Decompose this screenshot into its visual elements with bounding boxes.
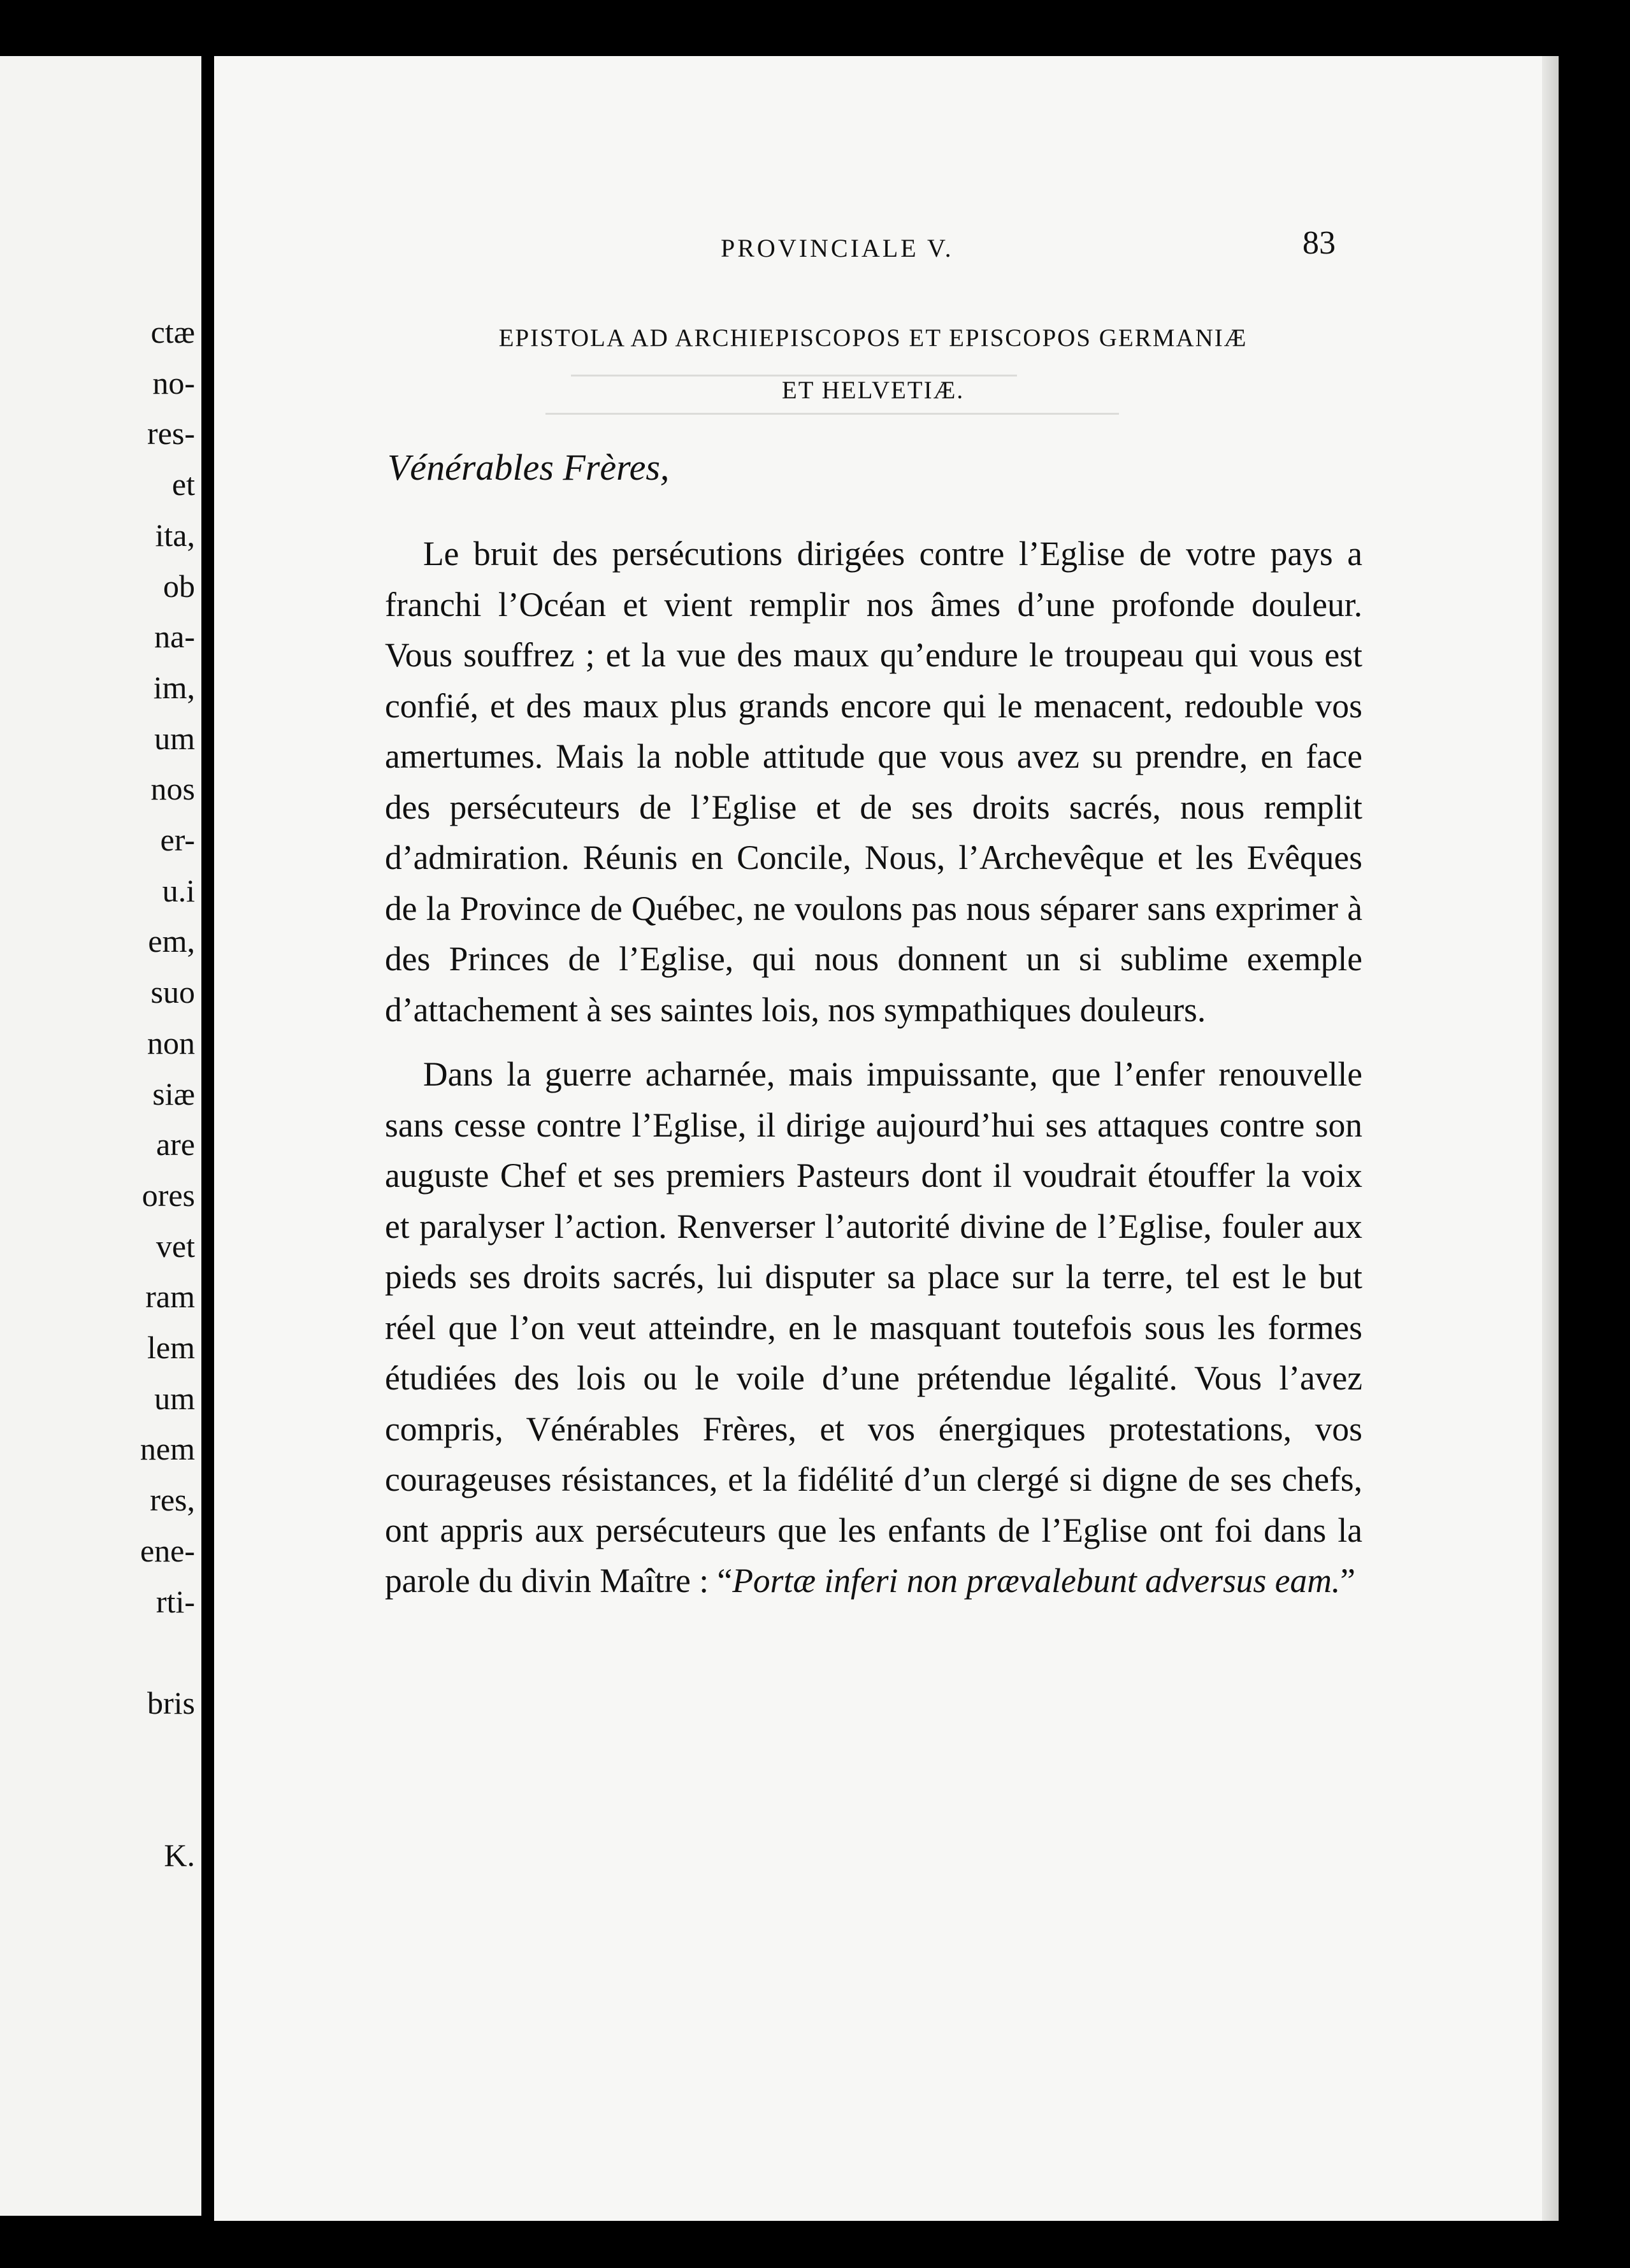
- paragraph-1: Le bruit des persécutions dirigées contre l’Eglise de votre pays a franchi l’Océan et vient remplir nos âmes d’une profonde douleur. Vous souffrez ; et la vue des maux qu’endure le troupeau qui vous est confié, et des maux plus grands encore qui le menacent, redouble vos amertumes. Mais la noble attitude que vous avez su prendre, en face des persécuteurs de l’Eglise et de ses droits sacrés, nous remplit d’admiration. Réunis en Concile, Nous, l’Archevêque et les Evêques de la Province de Québec, ne voulons pas nous séparer sans exprimer à des Princes de l’Eglise, qui nous donnent un si sublime exemple d’attachement à ses saintes lois, nos sympathiques douleurs.: [385, 535, 1362, 1029]
- epistle-title-line1: EPISTOLA AD ARCHIEPISCOPOS ET EPISCOPOS GERMANIÆ: [498, 324, 1248, 352]
- quote-close: ”: [1340, 1561, 1356, 1600]
- epistle-title: [376, 312, 1370, 417]
- facing-page-line: K.: [164, 1837, 195, 1873]
- facing-page-line: siæ: [152, 1075, 195, 1112]
- facing-page-line: nos: [150, 771, 195, 807]
- facing-page-line: ctæ: [150, 314, 195, 350]
- facing-page-line: lem: [147, 1330, 195, 1365]
- paragraph-2: [385, 1049, 1362, 1607]
- page-number: 83: [1302, 225, 1336, 261]
- facing-page-line: ob: [163, 568, 195, 604]
- paragraph-2-text: Dans la guerre acharnée, mais impuissante, que l’enfer renouvelle sans cesse contre l’Eglise, il dirige aujourd’hui ses attaques contre son auguste Chef et ses premiers Pasteurs dont il voudrait étouffer la voix et paralyser l’action. Renverser l’autorité divine de l’Eglise, fouler aux pieds ses droits sacrés, lui disputer sa place sur la terre, tel est le but réel que l’on veut atteindre, en le masquant toutefois sous les formes étudiées des lois ou le voile d’une prétendue légalité. Vous l’avez compris, Vénérables Frères, et vos énergiques protestations, vos courageuses résistances, et la fidélité d’un clergé si digne de ses chefs, ont appris aux persécuteurs que les enfants de l’Eglise ont foi dans la parole du divin Maître : “: [385, 1055, 1362, 1600]
- book-page: [214, 56, 1559, 2221]
- facing-page-line: ene-: [140, 1532, 195, 1568]
- facing-page-line: im,: [153, 669, 195, 705]
- salutation: Vénérables Frères,: [387, 447, 670, 488]
- facing-page-line: rti-: [155, 1583, 195, 1619]
- latin-quote: Portæ inferi non prævalebunt adversus eam.: [732, 1561, 1341, 1600]
- facing-page-line: res,: [150, 1482, 195, 1518]
- facing-page-line: na-: [154, 619, 195, 655]
- facing-page-line: u.i: [162, 872, 195, 908]
- facing-page-line: nem: [140, 1431, 195, 1467]
- facing-page-line: er-: [160, 822, 195, 858]
- running-title: PROVINCIALE V.: [721, 234, 954, 262]
- facing-page-line: ita,: [155, 517, 195, 553]
- page-edge: [1542, 56, 1559, 2221]
- facing-page-line: bris: [147, 1684, 195, 1721]
- facing-page-line: um: [154, 1380, 195, 1416]
- facing-page-line: suo: [150, 974, 195, 1010]
- facing-page-line: are: [155, 1126, 195, 1163]
- facing-page-line: non: [147, 1024, 195, 1061]
- facing-page-line: um: [154, 720, 195, 756]
- facing-page-line: ores: [141, 1177, 195, 1213]
- facing-page-line: ram: [145, 1279, 195, 1315]
- body-text: [385, 529, 1362, 1607]
- facing-page-line: no-: [152, 364, 195, 401]
- epistle-title-line2: ET HELVETIÆ.: [781, 377, 965, 404]
- facing-page-line: em,: [148, 923, 195, 959]
- facing-page-line: res-: [147, 415, 195, 452]
- facing-page-line: vet: [155, 1228, 195, 1264]
- facing-page-line: et: [171, 466, 195, 503]
- facing-page-fragment: [0, 56, 201, 2216]
